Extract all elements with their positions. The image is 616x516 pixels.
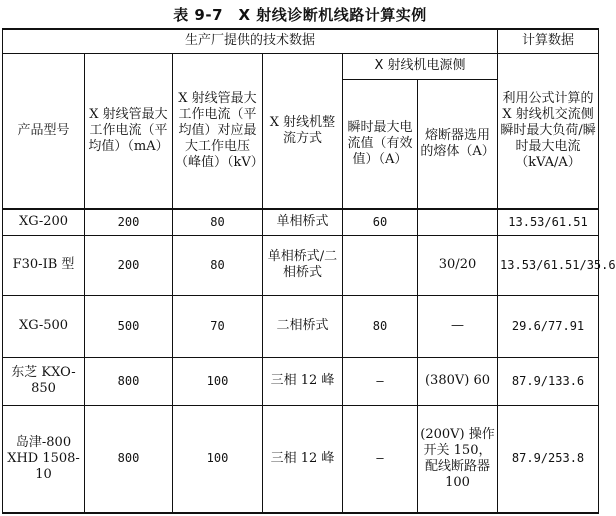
cell-voltage: 100 [173, 357, 263, 405]
cell-calc: 87.9/253.8 [498, 405, 599, 513]
cell-rectifier: 三相 12 峰 [263, 357, 343, 405]
cell-current: 200 [85, 209, 173, 235]
cell-current: 500 [85, 295, 173, 357]
table-row [3, 235, 599, 295]
cell-fuse [418, 209, 498, 235]
cell-calc: 87.9/133.6 [498, 357, 599, 405]
cell-rectifier: 三相 12 峰 [263, 405, 343, 513]
cell-current: 200 [85, 235, 173, 295]
cell-model: 东芝 KXO-850 [3, 357, 85, 405]
cell-calc: 13.53/61.51/35.6 [498, 235, 599, 295]
data-table [2, 28, 616, 514]
table-row [3, 357, 599, 405]
cell-voltage: 100 [173, 405, 263, 513]
header-col-calc: 利用公式计算的 X 射线机交流侧瞬时最大负荷/瞬时最大电流（kVA/A） [498, 53, 599, 209]
cell-voltage: 80 [173, 209, 263, 235]
cell-instant: 80 [343, 295, 418, 357]
cell-model: 岛津-800 XHD 1508-10 [3, 405, 85, 513]
cell-instant: — [343, 405, 418, 513]
cell-voltage: 80 [173, 235, 263, 295]
cell-model: XG-500 [3, 295, 85, 357]
cell-current: 800 [85, 357, 173, 405]
header-col-tube-current: X 射线管最大工作电流（平均值）（mA） [85, 53, 173, 209]
table-row [3, 405, 599, 513]
cell-model: XG-200 [3, 209, 85, 235]
cell-model: F30-IB 型 [3, 235, 85, 295]
cell-instant: — [343, 357, 418, 405]
header-group-calc: 计算数据 [498, 29, 599, 53]
header-group-power: X 射线机电源侧 [343, 53, 498, 79]
table-row [3, 295, 599, 357]
cell-instant: 60 [343, 209, 418, 235]
cell-voltage: 70 [173, 295, 263, 357]
cell-calc: 29.6/77.91 [498, 295, 599, 357]
header-col-tube-voltage: X 射线管最大工作电流（平均值）对应最大工作电压（峰值）（kV） [173, 53, 263, 209]
cell-fuse: 30/20 [418, 235, 498, 295]
cell-fuse: (200V) 操作开关 150，配线断路器 100 [418, 405, 498, 513]
header-group-supplier: 生产厂提供的技术数据 [3, 29, 498, 53]
cell-rectifier: 单相桥式/二相桥式 [263, 235, 343, 295]
cell-rectifier: 二相桥式 [263, 295, 343, 357]
cell-instant [343, 235, 418, 295]
header-col-instant-current: 瞬时最大电流值（有效值）（A） [343, 79, 418, 209]
table-title: 表 9-7 X 射线诊断机线路计算实例 [173, 6, 427, 24]
header-col-model: 产品型号 [3, 53, 85, 209]
header-col-fuse: 熔断器选用的熔体（A） [418, 79, 498, 209]
cell-calc: 13.53/61.51 [498, 209, 599, 235]
cell-fuse: (380V) 60 [418, 357, 498, 405]
cell-fuse: — [418, 295, 498, 357]
cell-rectifier: 单相桥式 [263, 209, 343, 235]
cell-current: 800 [85, 405, 173, 513]
header-col-rectifier: X 射线机整流方式 [263, 53, 343, 209]
table-row [3, 209, 599, 235]
